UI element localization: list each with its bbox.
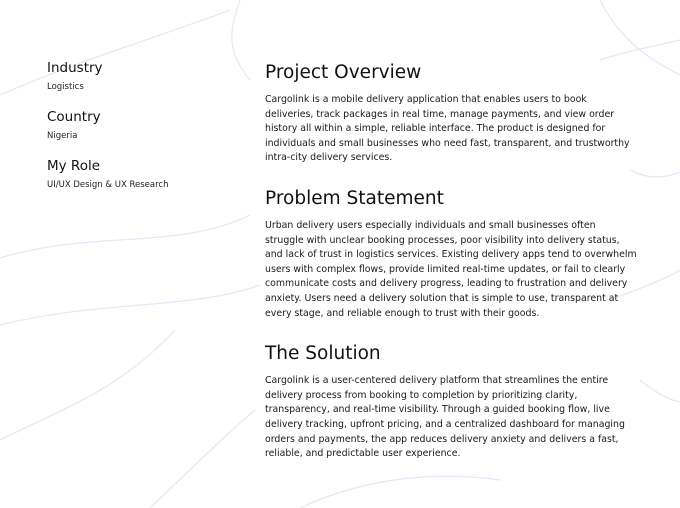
meta-country-label: Country xyxy=(47,109,101,125)
project-overview-heading: Project Overview xyxy=(265,62,422,83)
meta-country-value: Nigeria xyxy=(47,131,78,141)
meta-role-label: My Role xyxy=(47,158,101,174)
meta-industry-value: Logistics xyxy=(47,82,84,92)
meta-industry xyxy=(47,60,237,93)
problem-statement-text: Urban delivery users especially individuals and small businesses often struggle with unclear booking processes, poor visibility into delivery status, and lack of trust in logistics services. Existing delivery apps tend to overwhelm users with complex flows, provide limited real-time updates, or fail to clearly communicate costs and delivery progress, leading to frustration and delivery anxiety. Users need a delivery solution that is simple to use, transparent at every stage, and reliable enough to trust with their goods. xyxy=(265,219,637,319)
meta-country xyxy=(47,109,237,142)
solution-text: Cargolink is a user-centered delivery platform that streamlines the entire delivery process from booking to completion by prioritizing clarity, transparency, and real-time visibility. Through a guided booking flow, live delivery tracking, upfront pricing, and a centralized dashboard for managing orders and payments, the app reduces delivery anxiety and delivers a fast, reliable, and predictable user experience. xyxy=(265,375,625,460)
problem-statement-heading: Problem Statement xyxy=(265,187,444,209)
meta-industry-label: Industry xyxy=(47,60,103,76)
project-meta-sidebar xyxy=(47,60,237,207)
meta-role xyxy=(47,158,237,191)
solution-heading: The Solution xyxy=(265,343,381,365)
meta-role-value: UI/UX Design & UX Research xyxy=(47,180,169,190)
problem-statement-section xyxy=(265,186,637,321)
project-overview-section xyxy=(265,60,637,166)
project-overview-text: Cargolink is a mobile delivery application that enables users to book deliveries, track packages in real time, manage payments, and view order history all within a simple, reliable interface. The product is designed for individuals and small businesses who need fast, transparent, and trustworthy intra-city delivery services. xyxy=(265,94,630,164)
case-study-content xyxy=(265,60,637,482)
solution-section xyxy=(265,341,637,462)
